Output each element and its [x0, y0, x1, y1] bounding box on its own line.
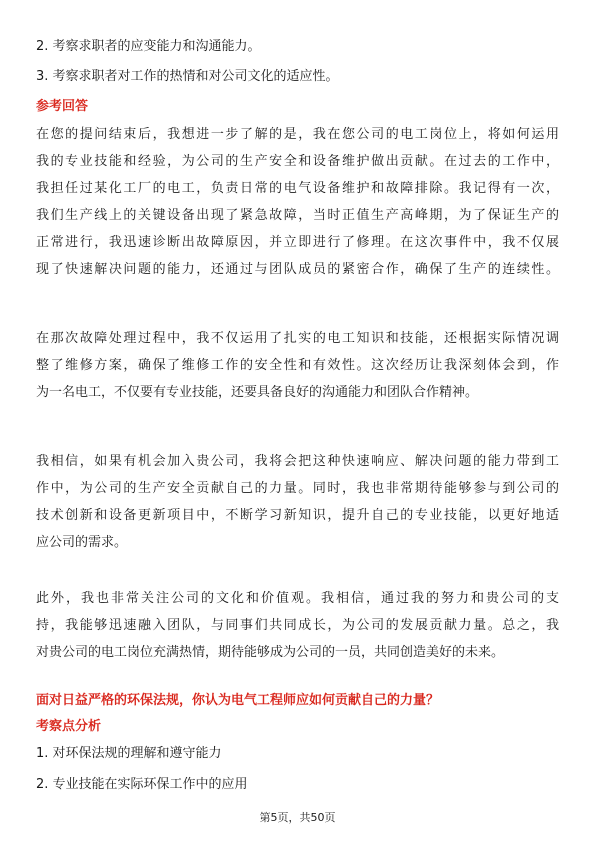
paragraph-line: 技术创新和设备更新项目中，不断学习新知识，提升自己的专业技能，以更好地适 — [36, 508, 559, 523]
list-item: 1. 对环保法规的理解和遵守能力 — [36, 746, 222, 761]
list-item: 2. 专业技能在实际环保工作中的应用 — [36, 777, 248, 792]
paragraph-line: 在您的提问结束后，我想进一步了解的是，我在您公司的电工岗位上，将如何运用 — [36, 127, 559, 142]
paragraph-line: 应公司的需求。 — [36, 535, 128, 550]
paragraph-line: 整了维修方案，确保了维修工作的安全性和有效性。这次经历让我深刻体会到，作 — [36, 358, 559, 373]
paragraph-line: 我们生产线上的关键设备出现了紧急故障，当时正值生产高峰期，为了保证生产的 — [36, 208, 559, 223]
paragraph-line: 对贵公司的电工岗位充满热情，期待能够成为公司的一员，共同创造美好的未来。 — [36, 645, 505, 660]
paragraph-line: 我的专业技能和经验，为公司的生产安全和设备维护做出贡献。在过去的工作中， — [36, 154, 559, 169]
analysis-heading: 考察点分析 — [36, 719, 102, 734]
reference-answer-heading: 参考回答 — [36, 99, 89, 114]
paragraph-line: 在那次故障处理过程中，我不仅运用了扎实的电工知识和技能，还根据实际情况调 — [36, 331, 559, 346]
interview-question: 面对日益严格的环保法规，你认为电气工程师应如何贡献自己的力量？ — [36, 693, 440, 708]
list-item: 3. 考察求职者对工作的热情和对公司文化的适应性。 — [36, 69, 339, 84]
list-item: 2. 考察求职者的应变能力和沟通能力。 — [36, 39, 261, 54]
paragraph-line: 持，我能够迅速融入团队，与同事们共同成长，为公司的发展贡献力量。总之，我 — [36, 618, 559, 633]
paragraph-line: 我相信，如果有机会加入贵公司，我将会把这种快速响应、解决问题的能力带到工 — [36, 454, 559, 469]
page-number: 第5页，共50页 — [259, 811, 336, 824]
paragraph-line: 正常进行，我迅速诊断出故障原因，并立即进行了修理。在这次事件中，我不仅展 — [36, 235, 559, 250]
paragraph-line: 我担任过某化工厂的电工，负责日常的电气设备维护和故障排除。我记得有一次， — [36, 181, 559, 196]
paragraph-line: 为一名电工，不仅要有专业技能，还要具备良好的沟通能力和团队合作精神。 — [36, 385, 479, 400]
paragraph-line: 现了快速解决问题的能力，还通过与团队成员的紧密合作，确保了生产的连续性。 — [36, 262, 559, 277]
paragraph-line: 作中，为公司的生产安全贡献自己的力量。同时，我也非常期待能够参与到公司的 — [36, 481, 559, 496]
paragraph-line: 此外，我也非常关注公司的文化和价值观。我相信，通过我的努力和贵公司的支 — [36, 591, 559, 606]
